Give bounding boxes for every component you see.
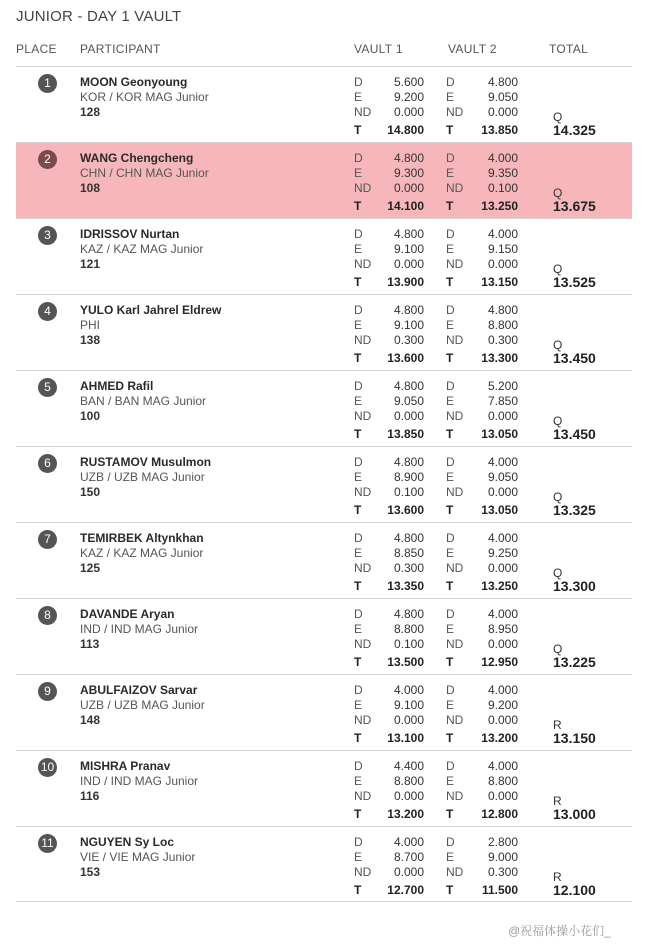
- vault1-d-label: D: [354, 151, 363, 165]
- participant-team: PHI: [80, 318, 101, 332]
- place-badge: 1: [38, 74, 57, 93]
- total-score: 13.300: [553, 578, 596, 594]
- vault2-t-label: T: [446, 579, 454, 593]
- participant-name: DAVANDE Aryan: [80, 607, 175, 621]
- table-row: [16, 294, 632, 370]
- qualification-status: R: [553, 870, 562, 884]
- place-badge: 7: [38, 530, 57, 549]
- vault1-t-label: T: [354, 579, 362, 593]
- vault2-t-label: T: [446, 807, 454, 821]
- vault1-e-value: 9.050: [393, 394, 424, 408]
- vault1-nd-value: 0.100: [393, 485, 424, 499]
- vault2-nd-value: 0.000: [487, 713, 518, 727]
- header-vault1: VAULT 1: [354, 42, 403, 56]
- vault1-nd-value: 0.000: [393, 409, 424, 423]
- participant-team: IND / IND MAG Junior: [80, 774, 199, 788]
- vault2-t-label: T: [446, 351, 454, 365]
- vault1-t-label: T: [354, 351, 362, 365]
- place-badge: 9: [38, 682, 57, 701]
- vault1-e-value: 9.100: [393, 242, 424, 256]
- vault1-e-value: 9.100: [393, 698, 424, 712]
- vault1-t-label: T: [354, 731, 362, 745]
- participant-name: TEMIRBEK Altynkhan: [80, 531, 204, 545]
- vault2-nd-label: ND: [446, 181, 464, 195]
- place-badge: 6: [38, 454, 57, 473]
- vault2-d-value: 4.000: [487, 531, 518, 545]
- page-title: JUNIOR - DAY 1 VAULT: [16, 8, 182, 25]
- vault2-e-label: E: [446, 546, 455, 560]
- vault1-d-label: D: [354, 379, 363, 393]
- vault2-t-value: 12.800: [481, 807, 518, 821]
- place-badge: 5: [38, 378, 57, 397]
- vault2-e-label: E: [446, 242, 455, 256]
- vault2-e-value: 9.350: [487, 166, 518, 180]
- vault1-e-value: 8.800: [393, 622, 424, 636]
- vault2-e-label: E: [446, 470, 455, 484]
- vault1-e-label: E: [354, 774, 363, 788]
- participant-bib: 116: [80, 789, 100, 803]
- vault2-e-value: 9.050: [487, 90, 518, 104]
- table-row: [16, 218, 632, 294]
- vault2-d-value: 4.000: [487, 227, 518, 241]
- participant-name: AHMED Rafil: [80, 379, 154, 393]
- vault2-nd-label: ND: [446, 713, 464, 727]
- vault1-d-label: D: [354, 303, 363, 317]
- vault2-d-value: 4.000: [487, 151, 518, 165]
- table-row: [16, 750, 632, 826]
- vault1-d-value: 4.800: [393, 379, 424, 393]
- vault2-d-value: 4.000: [487, 759, 518, 773]
- qualification-status: Q: [553, 186, 563, 200]
- total-score: 13.450: [553, 426, 596, 442]
- qualification-status: Q: [553, 490, 563, 504]
- vault1-e-label: E: [354, 166, 363, 180]
- vault1-t-label: T: [354, 655, 362, 669]
- vault2-t-value: 13.200: [481, 731, 518, 745]
- vault2-d-value: 5.200: [487, 379, 518, 393]
- vault2-t-label: T: [446, 883, 454, 897]
- vault2-d-label: D: [446, 683, 455, 697]
- qualification-status: Q: [553, 414, 563, 428]
- vault1-nd-label: ND: [354, 181, 372, 195]
- vault2-t-value: 13.050: [481, 503, 518, 517]
- vault2-d-label: D: [446, 379, 455, 393]
- vault2-nd-label: ND: [446, 789, 464, 803]
- participant-bib: 108: [80, 181, 101, 195]
- vault1-t-label: T: [354, 123, 362, 137]
- vault1-nd-value: 0.300: [393, 333, 424, 347]
- vault1-d-label: D: [354, 759, 363, 773]
- vault1-t-value: 13.900: [387, 275, 424, 289]
- vault1-nd-value: 0.000: [393, 181, 424, 195]
- qualification-status: Q: [553, 642, 563, 656]
- participant-team: VIE / VIE MAG Junior: [80, 850, 196, 864]
- vault2-t-value: 12.950: [481, 655, 518, 669]
- qualification-status: R: [553, 794, 562, 808]
- place-badge: 4: [38, 302, 57, 321]
- table-row: [16, 826, 632, 902]
- vault1-d-label: D: [354, 227, 363, 241]
- vault2-nd-value: 0.000: [487, 637, 518, 651]
- vault1-e-value: 8.850: [393, 546, 424, 560]
- vault1-e-label: E: [354, 698, 363, 712]
- participant-bib: 121: [80, 257, 101, 271]
- vault1-t-value: 13.600: [387, 351, 424, 365]
- vault2-d-label: D: [446, 835, 455, 849]
- table-row: [16, 66, 632, 142]
- vault1-d-label: D: [354, 835, 363, 849]
- participant-bib: 125: [80, 561, 101, 575]
- vault1-t-value: 13.350: [387, 579, 424, 593]
- vault1-t-value: 14.100: [387, 199, 424, 213]
- vault2-e-label: E: [446, 698, 455, 712]
- participant-bib: 138: [80, 333, 101, 347]
- vault1-d-value: 4.000: [393, 835, 424, 849]
- vault1-d-label: D: [354, 607, 363, 621]
- vault2-nd-label: ND: [446, 485, 464, 499]
- vault2-d-value: 2.800: [487, 835, 518, 849]
- vault1-t-label: T: [354, 427, 362, 441]
- vault1-d-value: 4.800: [393, 227, 424, 241]
- vault1-d-value: 4.800: [393, 455, 424, 469]
- table-row: [16, 674, 632, 750]
- vault1-nd-value: 0.300: [393, 561, 424, 575]
- vault2-t-value: 13.850: [481, 123, 518, 137]
- table-row: [16, 598, 632, 674]
- vault2-nd-label: ND: [446, 561, 464, 575]
- participant-name: YULO Karl Jahrel Eldrew: [80, 303, 222, 317]
- vault2-d-label: D: [446, 151, 455, 165]
- vault1-d-label: D: [354, 683, 363, 697]
- qualification-status: Q: [553, 110, 563, 124]
- place-badge: 3: [38, 226, 57, 245]
- vault1-e-label: E: [354, 90, 363, 104]
- vault1-e-label: E: [354, 242, 363, 256]
- vault2-t-label: T: [446, 199, 454, 213]
- vault2-e-value: 8.950: [487, 622, 518, 636]
- table-row: [16, 446, 632, 522]
- participant-team: UZB / UZB MAG Junior: [80, 470, 205, 484]
- vault1-d-value: 4.800: [393, 303, 424, 317]
- vault2-d-value: 4.800: [487, 303, 518, 317]
- vault1-t-label: T: [354, 275, 362, 289]
- participant-bib: 100: [80, 409, 101, 423]
- vault1-nd-label: ND: [354, 789, 372, 803]
- participant-team: BAN / BAN MAG Junior: [80, 394, 207, 408]
- vault2-nd-label: ND: [446, 257, 464, 271]
- vault1-e-value: 8.700: [393, 850, 424, 864]
- vault2-e-label: E: [446, 166, 455, 180]
- vault2-t-label: T: [446, 275, 454, 289]
- vault1-d-value: 4.400: [393, 759, 424, 773]
- vault2-e-value: 7.850: [487, 394, 518, 408]
- participant-team: CHN / CHN MAG Junior: [80, 166, 209, 180]
- place-badge: 11: [38, 834, 57, 853]
- vault2-nd-label: ND: [446, 865, 464, 879]
- vault2-d-label: D: [446, 759, 455, 773]
- total-score: 13.150: [553, 730, 596, 746]
- vault2-e-label: E: [446, 622, 455, 636]
- vault2-nd-value: 0.000: [487, 789, 518, 803]
- vault1-nd-label: ND: [354, 713, 372, 727]
- vault1-e-value: 8.900: [393, 470, 424, 484]
- vault2-e-label: E: [446, 774, 455, 788]
- total-score: 13.675: [553, 198, 596, 214]
- vault2-nd-label: ND: [446, 333, 464, 347]
- place-badge: 8: [38, 606, 57, 625]
- vault2-nd-value: 0.000: [487, 409, 518, 423]
- vault1-t-label: T: [354, 503, 362, 517]
- vault2-nd-label: ND: [446, 637, 464, 651]
- vault1-d-label: D: [354, 455, 363, 469]
- vault1-e-value: 8.800: [393, 774, 424, 788]
- vault1-t-label: T: [354, 807, 362, 821]
- vault2-nd-value: 0.000: [487, 105, 518, 119]
- vault1-nd-label: ND: [354, 485, 372, 499]
- vault2-t-value: 13.250: [481, 579, 518, 593]
- vault1-t-value: 13.200: [387, 807, 424, 821]
- participant-name: RUSTAMOV Musulmon: [80, 455, 212, 469]
- vault1-d-value: 4.000: [393, 683, 424, 697]
- vault1-t-label: T: [354, 883, 362, 897]
- vault2-t-value: 11.500: [481, 883, 518, 897]
- vault1-d-label: D: [354, 75, 363, 89]
- vault1-e-label: E: [354, 546, 363, 560]
- vault1-nd-label: ND: [354, 409, 372, 423]
- vault2-e-label: E: [446, 90, 455, 104]
- header-place: PLACE: [16, 42, 57, 56]
- vault2-nd-value: 0.100: [487, 181, 518, 195]
- vault2-e-value: 9.050: [487, 470, 518, 484]
- header-vault2: VAULT 2: [448, 42, 497, 56]
- vault2-e-value: 9.000: [487, 850, 518, 864]
- participant-bib: 150: [80, 485, 101, 499]
- vault2-nd-value: 0.000: [487, 257, 518, 271]
- vault2-e-value: 9.250: [487, 546, 518, 560]
- total-score: 14.325: [553, 122, 596, 138]
- participant-name: NGUYEN Sy Loc: [80, 835, 175, 849]
- vault1-t-value: 13.850: [387, 427, 424, 441]
- vault2-t-label: T: [446, 503, 454, 517]
- vault2-e-value: 9.150: [487, 242, 518, 256]
- vault2-t-label: T: [446, 123, 454, 137]
- participant-team: KOR / KOR MAG Junior: [80, 90, 209, 104]
- total-score: 13.225: [553, 654, 596, 670]
- vault2-d-label: D: [446, 75, 455, 89]
- vault1-e-value: 9.300: [393, 166, 424, 180]
- vault2-e-label: E: [446, 394, 455, 408]
- participant-team: IND / IND MAG Junior: [80, 622, 199, 636]
- vault2-t-label: T: [446, 427, 454, 441]
- vault2-nd-value: 0.300: [487, 865, 518, 879]
- vault1-e-label: E: [354, 470, 363, 484]
- vault1-t-value: 13.600: [387, 503, 424, 517]
- participant-name: WANG Chengcheng: [80, 151, 194, 165]
- qualification-status: R: [553, 718, 562, 732]
- participant-bib: 113: [80, 637, 100, 651]
- table-header: [0, 40, 650, 60]
- vault2-d-value: 4.000: [487, 455, 518, 469]
- vault2-d-label: D: [446, 227, 455, 241]
- vault2-t-value: 13.150: [481, 275, 518, 289]
- vault2-t-label: T: [446, 655, 454, 669]
- place-badge: 2: [38, 150, 57, 169]
- vault1-t-value: 12.700: [387, 883, 424, 897]
- vault2-nd-label: ND: [446, 409, 464, 423]
- vault1-nd-value: 0.100: [393, 637, 424, 651]
- participant-bib: 153: [80, 865, 101, 879]
- vault2-d-value: 4.800: [487, 75, 518, 89]
- vault1-t-value: 13.100: [387, 731, 424, 745]
- vault1-t-label: T: [354, 199, 362, 213]
- vault1-d-label: D: [354, 531, 363, 545]
- total-score: 13.525: [553, 274, 596, 290]
- vault2-t-value: 13.050: [481, 427, 518, 441]
- vault2-d-label: D: [446, 303, 455, 317]
- vault1-nd-label: ND: [354, 865, 372, 879]
- vault1-nd-label: ND: [354, 333, 372, 347]
- vault1-d-value: 4.800: [393, 531, 424, 545]
- table-row: [16, 370, 632, 446]
- participant-name: MISHRA Pranav: [80, 759, 171, 773]
- vault2-e-value: 8.800: [487, 318, 518, 332]
- vault2-e-label: E: [446, 318, 455, 332]
- vault1-d-value: 5.600: [393, 75, 424, 89]
- table-row: [16, 142, 632, 218]
- qualification-status: Q: [553, 566, 563, 580]
- vault2-nd-value: 0.300: [487, 333, 518, 347]
- vault1-nd-label: ND: [354, 561, 372, 575]
- vault2-nd-value: 0.000: [487, 485, 518, 499]
- participant-team: KAZ / KAZ MAG Junior: [80, 242, 204, 256]
- vault2-d-label: D: [446, 531, 455, 545]
- total-score: 13.000: [553, 806, 596, 822]
- vault2-nd-value: 0.000: [487, 561, 518, 575]
- qualification-status: Q: [553, 262, 563, 276]
- vault1-t-value: 14.800: [387, 123, 424, 137]
- vault1-nd-label: ND: [354, 637, 372, 651]
- table-row: [16, 522, 632, 598]
- vault1-nd-label: ND: [354, 105, 372, 119]
- participant-name: ABULFAIZOV Sarvar: [80, 683, 198, 697]
- vault1-e-value: 9.100: [393, 318, 424, 332]
- vault1-d-value: 4.800: [393, 151, 424, 165]
- vault2-e-label: E: [446, 850, 455, 864]
- vault1-nd-value: 0.000: [393, 865, 424, 879]
- total-score: 13.450: [553, 350, 596, 366]
- vault2-d-value: 4.000: [487, 683, 518, 697]
- place-badge: 10: [38, 758, 57, 777]
- participant-name: MOON Geonyoung: [80, 75, 188, 89]
- vault1-t-value: 13.500: [387, 655, 424, 669]
- vault1-nd-value: 0.000: [393, 257, 424, 271]
- vault2-d-label: D: [446, 607, 455, 621]
- qualification-status: Q: [553, 338, 563, 352]
- vault2-t-value: 13.300: [481, 351, 518, 365]
- total-score: 12.100: [553, 882, 596, 898]
- participant-team: KAZ / KAZ MAG Junior: [80, 546, 204, 560]
- participant-bib: 148: [80, 713, 101, 727]
- vault1-e-label: E: [354, 850, 363, 864]
- header-total: TOTAL: [549, 42, 589, 56]
- results-table: [16, 66, 632, 902]
- vault1-e-label: E: [354, 622, 363, 636]
- vault2-e-value: 9.200: [487, 698, 518, 712]
- vault2-d-label: D: [446, 455, 455, 469]
- vault2-nd-label: ND: [446, 105, 464, 119]
- vault2-e-value: 8.800: [487, 774, 518, 788]
- watermark: @祝福体操小花们_: [508, 924, 611, 938]
- header-participant: PARTICIPANT: [80, 42, 161, 56]
- vault1-e-value: 9.200: [393, 90, 424, 104]
- vault1-e-label: E: [354, 318, 363, 332]
- participant-team: UZB / UZB MAG Junior: [80, 698, 205, 712]
- total-score: 13.325: [553, 502, 596, 518]
- participant-bib: 128: [80, 105, 101, 119]
- vault2-d-value: 4.000: [487, 607, 518, 621]
- vault2-t-label: T: [446, 731, 454, 745]
- vault1-nd-value: 0.000: [393, 105, 424, 119]
- vault1-d-value: 4.800: [393, 607, 424, 621]
- vault1-nd-label: ND: [354, 257, 372, 271]
- participant-name: IDRISSOV Nurtan: [80, 227, 180, 241]
- vault1-nd-value: 0.000: [393, 789, 424, 803]
- vault2-t-value: 13.250: [481, 199, 518, 213]
- vault1-e-label: E: [354, 394, 363, 408]
- vault1-nd-value: 0.000: [393, 713, 424, 727]
